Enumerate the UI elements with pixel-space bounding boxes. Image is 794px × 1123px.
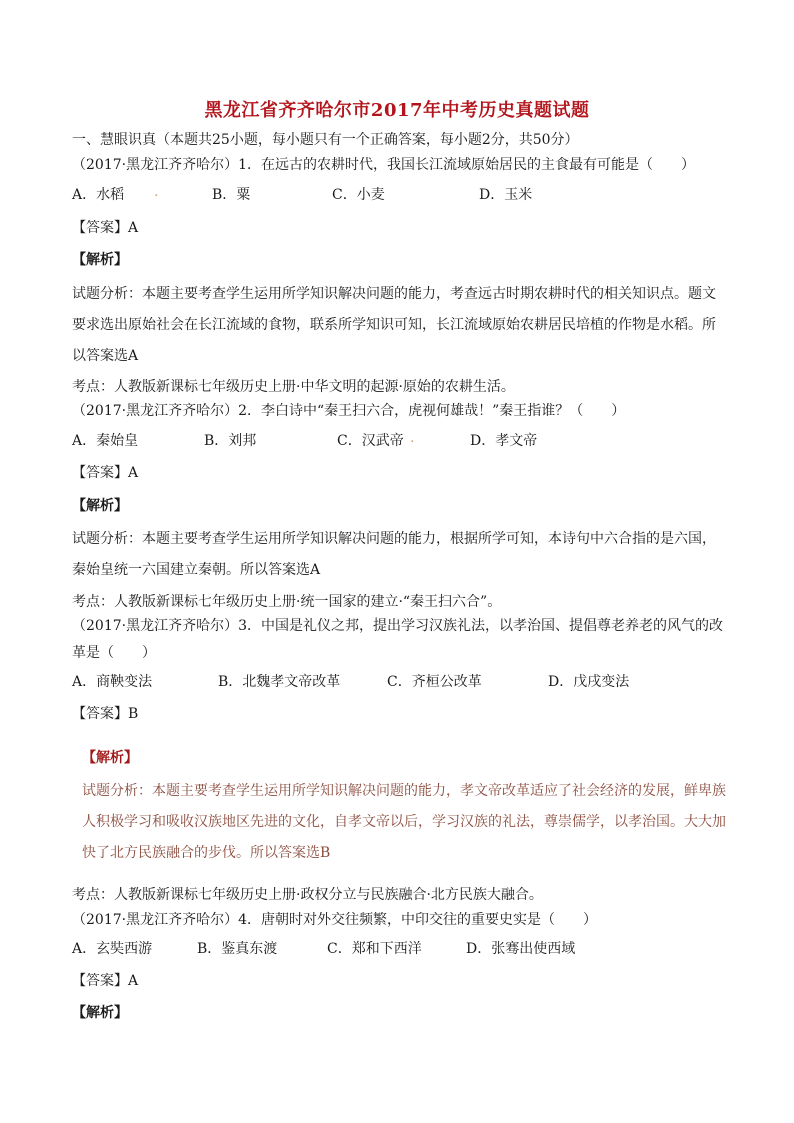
question-4-stem: （2017·黑龙江齐齐哈尔）4．唐朝时对外交往频繁，中印交往的重要史实是（ ） bbox=[72, 912, 597, 928]
section-header: 一、慧眼识真（本题共25小题，每小题只有一个正确答案，每小题2分，共50分） bbox=[72, 132, 579, 148]
question-2-answer: 【答案】A bbox=[72, 465, 139, 481]
question-2-stem: （2017·黑龙江齐齐哈尔）2．李白诗中“秦王扫六合，虎视何雄哉！”秦王指谁？（ ） bbox=[72, 403, 626, 419]
question-2-analysis-line-2: 秦始皇统一六国建立秦朝。所以答案选A bbox=[72, 562, 321, 578]
question-4-analysis-label: 【解析】 bbox=[72, 1005, 128, 1021]
question-3-option-b: B．北魏孝文帝改革 bbox=[218, 674, 341, 690]
question-1-answer: 【答案】A bbox=[72, 220, 139, 236]
question-1-analysis-label: 【解析】 bbox=[72, 252, 128, 268]
question-1-stem: （2017·黑龙江齐齐哈尔）1．在远古的农耕时代，我国长江流域原始居民的主食最有可能是（ ） bbox=[72, 157, 695, 173]
question-3-analysis-line-3: 快了北方民族融合的步伐。所以答案选B bbox=[82, 845, 331, 861]
question-3-analysis-line-1: 试题分析：本题主要考查学生运用所学知识解决问题的能力，孝文帝改革适应了社会经济的发展，鲜卑族 bbox=[82, 783, 726, 799]
question-3-option-d: D．戊戌变法 bbox=[548, 674, 630, 690]
question-1-option-d: D．玉米 bbox=[479, 187, 533, 203]
document-title: 黑龙江省齐齐哈尔市2017年中考历史真题试题 bbox=[204, 100, 590, 121]
question-2-analysis-label: 【解析】 bbox=[72, 498, 128, 514]
question-4-option-b: B．鉴真东渡 bbox=[197, 941, 278, 957]
question-1-analysis-line-3: 以答案选A bbox=[72, 348, 139, 364]
stray-dot-mark: . bbox=[410, 430, 415, 446]
question-3-analysis-line-2: 人积极学习和吸收汉族地区先进的文化，自孝文帝以后，学习汉族的礼法，尊崇儒学，以孝治国。大大加 bbox=[82, 814, 726, 830]
question-4-option-a: A．玄奘西游 bbox=[72, 941, 153, 957]
question-3-analysis-label: 【解析】 bbox=[82, 750, 138, 766]
question-3-stem-line-2: 革是（ ） bbox=[72, 645, 156, 661]
question-3-option-c: C．齐桓公改革 bbox=[387, 674, 482, 690]
question-2-option-d: D．孝文帝 bbox=[470, 433, 538, 449]
stray-dot-mark: . bbox=[154, 184, 159, 200]
question-2-option-b: B．刘邦 bbox=[204, 433, 257, 449]
question-1-analysis-line-1: 试题分析：本题主要考查学生运用所学知识解决问题的能力，考查远古时期农耕时代的相关知识点。题文 bbox=[72, 286, 716, 302]
question-2-analysis-line-1: 试题分析：本题主要考查学生运用所学知识解决问题的能力，根据所学可知，本诗句中六合指的是六国， bbox=[72, 531, 716, 547]
question-4-option-c: C．郑和下西洋 bbox=[327, 941, 422, 957]
question-1-analysis-line-2: 要求选出原始社会在长江流域的食物，联系所学知识可知，长江流域原始农耕居民培植的作物是水稻。所 bbox=[72, 317, 716, 333]
question-2-option-c: C．汉武帝 bbox=[337, 433, 404, 449]
question-3-answer: 【答案】B bbox=[72, 706, 139, 722]
question-1-kaodian: 考点：人教版新课标七年级历史上册·中华文明的起源·原始的农耕生活。 bbox=[72, 379, 515, 395]
question-1-option-b: B．粟 bbox=[212, 187, 251, 203]
question-4-answer: 【答案】A bbox=[72, 973, 139, 989]
question-3-stem-line-1: （2017·黑龙江齐齐哈尔）3．中国是礼仪之邦，提出学习汉族礼法，以孝治国、提倡尊老养老的风气的改 bbox=[72, 618, 723, 634]
question-4-option-d: D．张骞出使西域 bbox=[466, 941, 576, 957]
question-1-option-c: C．小麦 bbox=[332, 187, 385, 203]
question-3-kaodian: 考点：人教版新课标七年级历史上册·政权分立与民族融合·北方民族大融合。 bbox=[72, 887, 543, 903]
question-2-option-a: A．秦始皇 bbox=[72, 433, 139, 449]
question-1-option-a: A．水稻 bbox=[72, 187, 125, 203]
question-2-kaodian: 考点：人教版新课标七年级历史上册·统一国家的建立·“秦王扫六合”。 bbox=[72, 594, 502, 610]
question-3-option-a: A．商鞅变法 bbox=[72, 674, 153, 690]
